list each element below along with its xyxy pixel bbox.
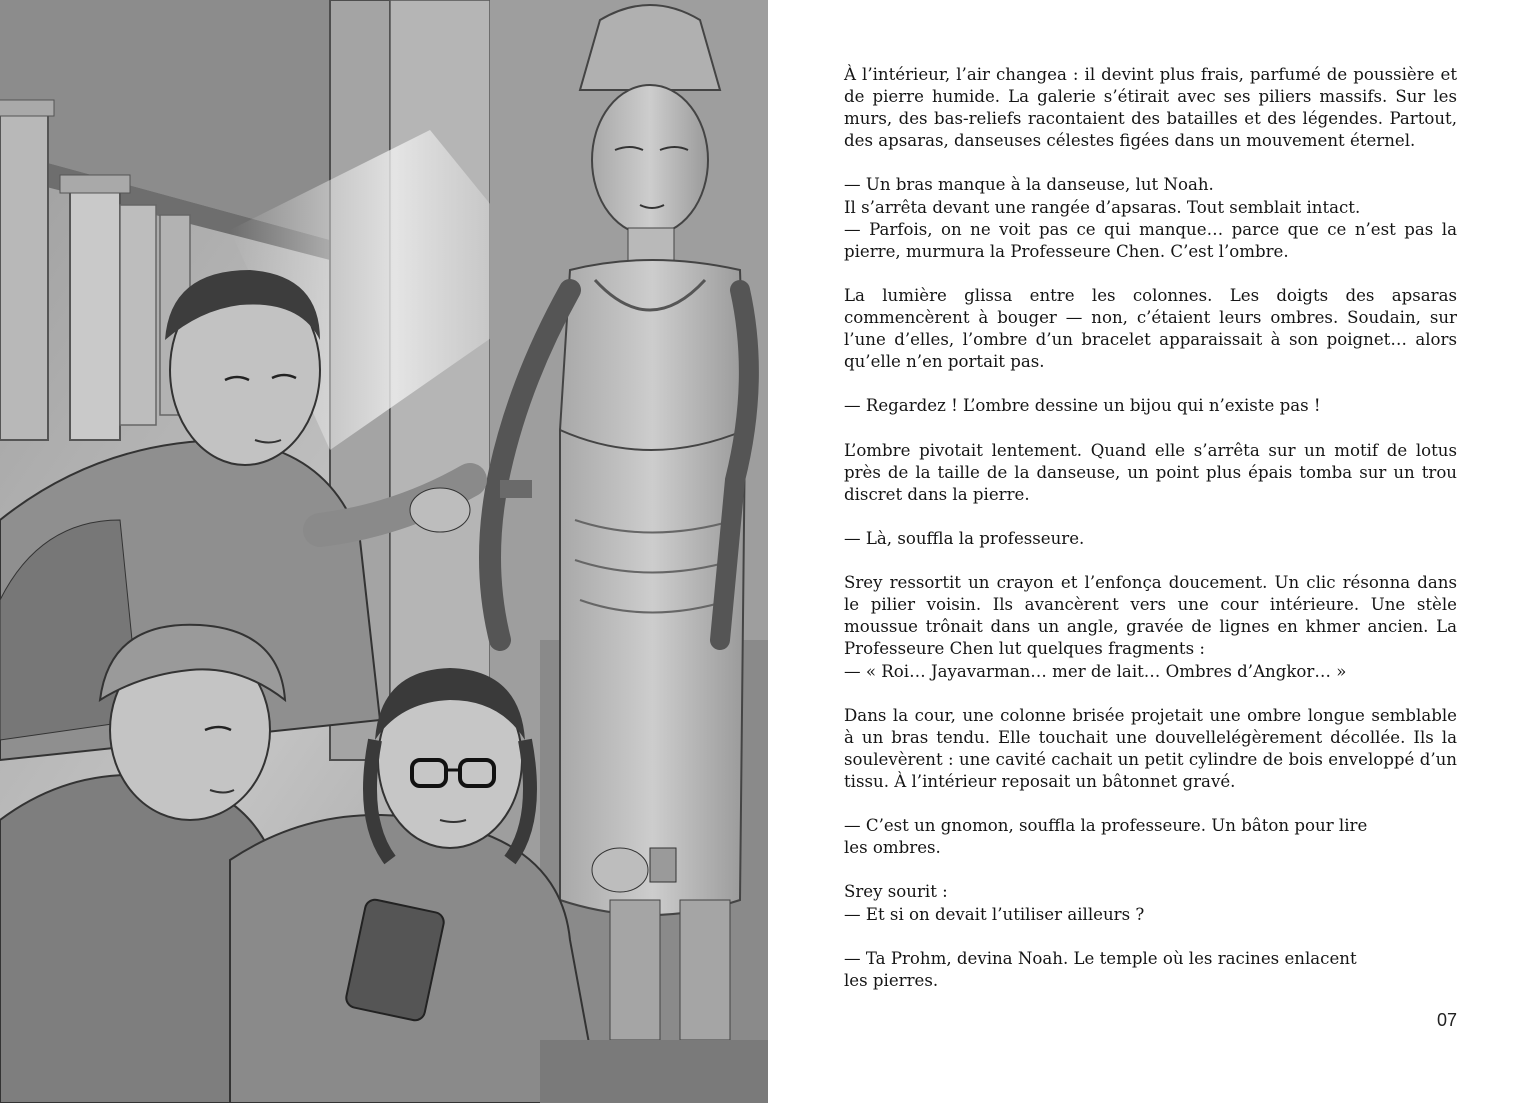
paragraph-stele <box>844 572 1457 682</box>
narration-line: Il s’arrêta devant une rangée d’apsaras. Tout semblait intact. <box>844 197 1361 217</box>
paragraph-srey-smiles <box>844 881 1457 925</box>
paragraph-light: La lumière glissa entre les colonnes. Les doigts des apsaras commencèrent à bouger — non, c’étaient leurs ombres. Soudain, sur l’une d’elles, l’ombre d’un bracelet apparaissait à son poignet… alors qu’elle n’en portait pas. <box>844 285 1457 372</box>
dialogue-line: — Un bras manque à la danseuse, lut Noah. <box>844 175 1214 195</box>
paragraph-there: — Là, souffla la professeure. <box>844 528 1085 548</box>
paragraph-ta-prohm: — Ta Prohm, devina Noah. Le temple où les racines enlacent les pierres. <box>844 948 1357 990</box>
stele-quote: — « Roi… Jayavarman… mer de lait… Ombres d’Angkor… » <box>844 661 1347 681</box>
text-page <box>768 0 1532 1103</box>
paragraph-shadow-pivot: L’ombre pivotait lentement. Quand elle s’arrêta sur un motif de lotus près de la taille de la danseuse, un point plus épais tomba sur un trou discret dans la pierre. <box>844 440 1457 504</box>
dialogue-line: — Parfois, on ne voit pas ce qui manque… parce que ce n’est pas la pierre, murmura la Professeure Chen. C’est l’ombre. <box>844 219 1457 261</box>
dialogue-line: — Et si on devait l’utiliser ailleurs ? <box>844 904 1145 924</box>
paragraph-gnomon: — C’est un gnomon, souffla la professeure. Un bâton pour lire les ombres. <box>844 816 1368 858</box>
narration-line: Srey sourit : <box>844 882 948 902</box>
paragraph-gallery: À l’intérieur, l’air changea : il devint plus frais, parfumé de poussière et de pierre humide. La galerie s’étirait avec ses piliers massifs. Sur les murs, des bas-reliefs racontaient des batailles et des légendes. Partout, des apsaras, danseuses célestes figées dans un mouvement éternel. <box>844 65 1457 151</box>
paragraph-missing-arm <box>844 174 1457 262</box>
paragraph-look: — Regardez ! L’ombre dessine un bijou qui n’existe pas ! <box>844 396 1321 416</box>
paragraph-broken-column: Dans la cour, une colonne brisée projetait une ombre longue semblable à un bras tendu. Elle touchait une douvellelégèrement décollée. Ils la soulevèrent : une cavité cachait un petit cylindre de bois enveloppé d’un tissu. À l’intérieur reposait un bâtonnet gravé. <box>844 705 1457 791</box>
page-number: 07 <box>1436 1010 1457 1030</box>
story-text <box>844 64 1457 1014</box>
narration-text: Srey ressortit un crayon et l’enfonça doucement. Un clic résonna dans le pilier voisin. Ils avancèrent vers une cour intérieure. Une stèle moussue trônait dans un angle, gravée de lignes en khmer ancien. La Professeure Chen lut quelques fragments : <box>844 573 1457 659</box>
